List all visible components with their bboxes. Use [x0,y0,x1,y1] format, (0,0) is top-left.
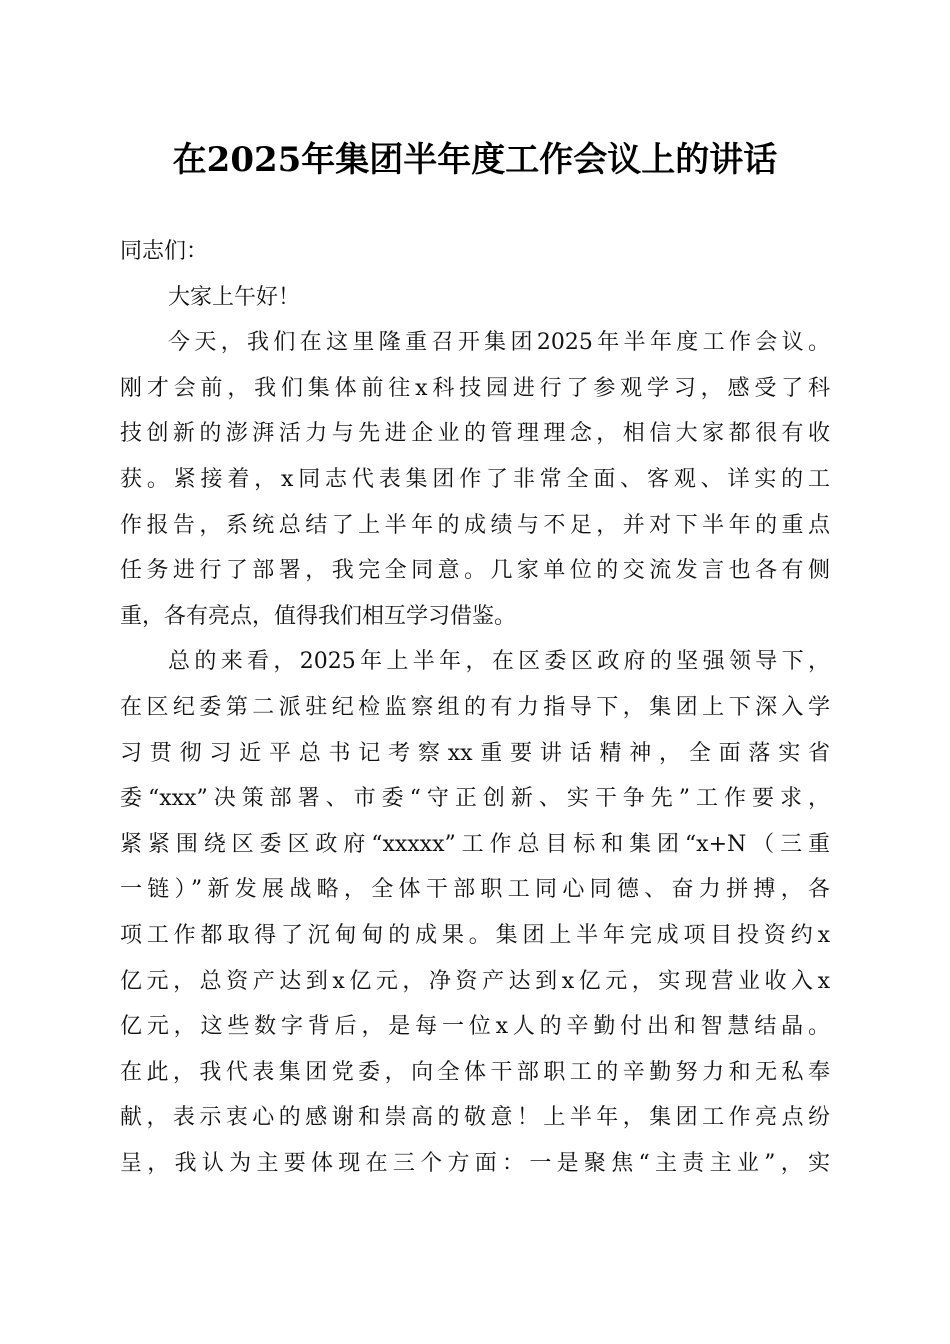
paragraph-2-line-11: 献，表示衷心的感谢和崇高的敬意！上半年，集团工作亮点纷 [120,1105,830,1131]
paragraph-2-line-2: 在区纪委第二派驻纪检监察组的有力指导下，集团上下深入学 [120,694,830,720]
speech-body [120,229,830,1186]
paragraph-2-line-4: 委“xxx”决策部署、市委“守正创新、实干争先”工作要求， [120,786,830,812]
paragraph-2-line-5: 紧紧围绕区委区政府“xxxxx”工作总目标和集团“x+N（三重 [120,831,830,857]
paragraph-1-line-4: 获。紧接着，x同志代表集团作了非常全面、客观、详实的工 [120,466,830,492]
paragraph-1-line-1: 今天，我们在这里隆重召开集团2025年半年度工作会议。 [168,330,830,356]
paragraph-1-line-7: 重，各有亮点，值得我们相互学习借鉴。 [120,603,517,629]
paragraph-1-line-3: 技创新的澎湃活力与先进企业的管理理念，相信大家都很有收 [120,421,830,447]
paragraph-2-line-1: 总的来看，2025年上半年，在区委区政府的坚强领导下， [168,649,830,675]
paragraph-2-line-10: 在此，我代表集团党委，向全体干部职工的辛勤努力和无私奉 [120,1059,830,1085]
salutation-line: 同志们： [120,239,209,264]
paragraph-2-line-8: 亿元，总资产达到x亿元，净资产达到x亿元，实现营业收入x [120,968,830,994]
paragraph-1-line-2: 刚才会前，我们集体前往x科技园进行了参观学习，感受了科 [120,375,830,401]
paragraph-2-line-12: 呈，我认为主要体现在三个方面：一是聚焦“主责主业”，实 [120,1150,830,1176]
paragraph-2-line-9: 亿元，这些数字背后，是每一位x人的辛勤付出和智慧结晶。 [120,1014,830,1040]
document-title: 在2025年集团半年度工作会议上的讲话 [172,140,778,180]
greeting-line: 大家上午好！ [168,284,301,310]
paragraph-2-line-7: 项工作都取得了沉甸甸的成果。集团上半年完成项目投资约x [120,922,830,948]
paragraph-2-line-6: 一链）”新发展战略，全体干部职工同心同德、奋力拼搏，各 [120,877,830,903]
paragraph-1-line-6: 任务进行了部署，我完全同意。几家单位的交流发言也各有侧 [120,558,830,584]
paragraph-1-line-5: 作报告，系统总结了上半年的成绩与不足，并对下半年的重点 [120,512,830,538]
paragraph-2-line-3: 习贯彻习近平总书记考察xx重要讲话精神，全面落实省 [120,740,830,766]
